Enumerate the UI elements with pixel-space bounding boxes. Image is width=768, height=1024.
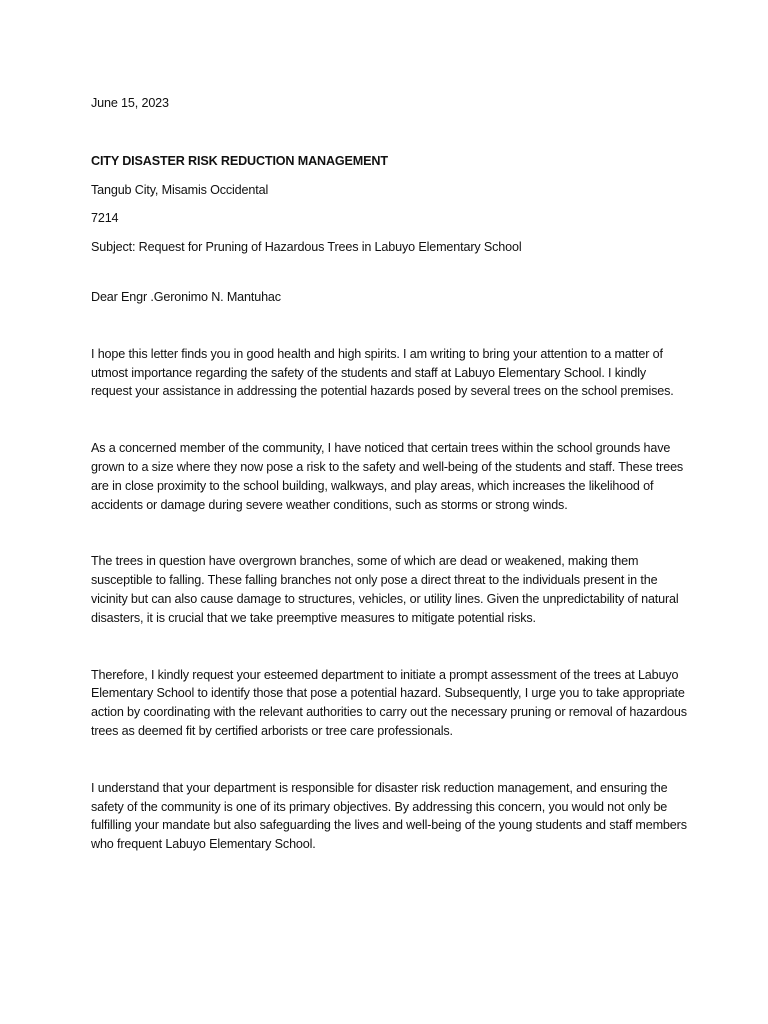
body-paragraph-2: As a concerned member of the community, I have noticed that certain trees within the school grounds have grown to a size where they now pose a risk to the safety and well-being of the students and staff. These trees are in close proximity to the school building, walkways, and play areas, which increases the likelihood of accidents or damage during severe weather conditions, such as storms or strong winds.	[91, 441, 684, 512]
letter-subject: Subject: Request for Pruning of Hazardous Trees in Labuyo Elementary School	[91, 240, 522, 255]
recipient-zip-code: 7214	[91, 211, 119, 226]
recipient-organization: CITY DISASTER RISK REDUCTION MANAGEMENT	[91, 153, 388, 168]
body-paragraph-4: Therefore, I kindly request your esteemed department to initiate a prompt assessment of the trees at Labuyo Elementary School to identify those that pose a potential hazard. Subsequently, I urge you to take appropriate action by coordinating with the relevant authorities to carry out the necessary pruning or removal of hazardous trees as deemed fit by certified arborists or tree care professionals.	[91, 667, 687, 738]
letter-body	[91, 94, 689, 892]
body-paragraph-5: I understand that your department is responsible for disaster risk reduction management, and ensuring the safety of the community is one of its primary objectives. By addressing this concern, you would not only be fulfilling your mandate but also safeguarding the lives and well-being of the young students and staff members who frequent Labuyo Elementary School.	[91, 780, 687, 852]
body-paragraph-1: I hope this letter finds you in good health and high spirits. I am writing to bring your attention to a matter of utmost importance regarding the safety of the students and staff at Labuyo Elementary School. I kindly request your assistance in addressing the potential hazards posed by several trees on the school premises.	[91, 346, 674, 399]
letter-salutation: Dear Engr .Geronimo N. Mantuhac	[91, 289, 281, 304]
body-paragraph-3: The trees in question have overgrown branches, some of which are dead or weakened, making them susceptible to falling. These falling branches not only pose a direct threat to the individuals present in the vicinity but can also cause damage to structures, vehicles, or utility lines. Given the unpredictability of natural disasters, it is crucial that we take preemptive measures to mitigate potential risks.	[91, 554, 679, 625]
letter-date: June 15, 2023	[91, 96, 169, 110]
recipient-address: Tangub City, Misamis Occidental	[91, 182, 269, 197]
